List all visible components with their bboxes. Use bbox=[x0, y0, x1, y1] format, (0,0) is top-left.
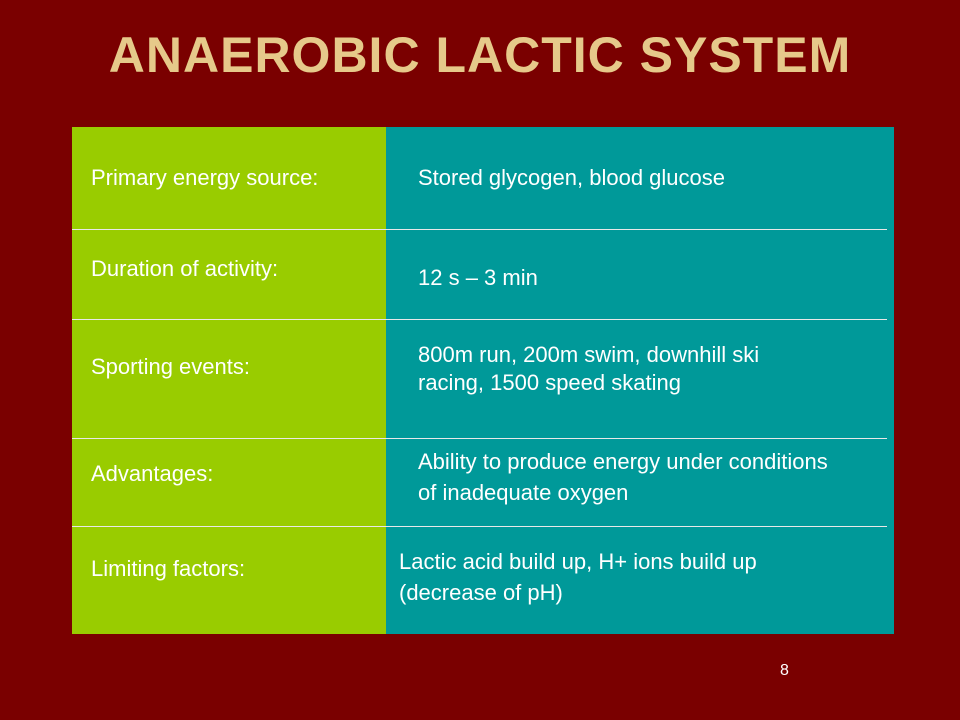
row-label-limiting-factors: Limiting factors: bbox=[91, 556, 246, 581]
row-value-sporting-events-line-2: racing, 1500 speed skating bbox=[418, 370, 681, 395]
row-value-advantages-line-1: Ability to produce energy under conditions bbox=[418, 449, 828, 474]
row-value-primary-energy-source: Stored glycogen, blood glucose bbox=[418, 165, 725, 190]
row-value-limiting-factors-line-2: (decrease of pH) bbox=[399, 580, 563, 605]
row-value-duration-of-activity: 12 s – 3 min bbox=[418, 265, 538, 290]
row-divider bbox=[72, 229, 887, 230]
row-value-advantages-line-2: of inadequate oxygen bbox=[418, 480, 629, 505]
slide-title: ANAEROBIC LACTIC SYSTEM bbox=[108, 27, 852, 83]
info-table bbox=[72, 127, 894, 634]
row-label-advantages: Advantages: bbox=[91, 461, 214, 486]
row-label-primary-energy-source: Primary energy source: bbox=[91, 165, 319, 190]
row-divider bbox=[72, 526, 887, 527]
row-label-duration-of-activity: Duration of activity: bbox=[91, 256, 279, 281]
row-value-sporting-events-line-1: 800m run, 200m swim, downhill ski bbox=[418, 342, 760, 367]
row-label-sporting-events: Sporting events: bbox=[91, 354, 250, 379]
page-number: 8 bbox=[780, 662, 789, 679]
row-divider bbox=[72, 438, 887, 439]
row-value-limiting-factors-line-1: Lactic acid build up, H+ ions build up bbox=[399, 549, 757, 574]
row-divider bbox=[72, 319, 887, 320]
